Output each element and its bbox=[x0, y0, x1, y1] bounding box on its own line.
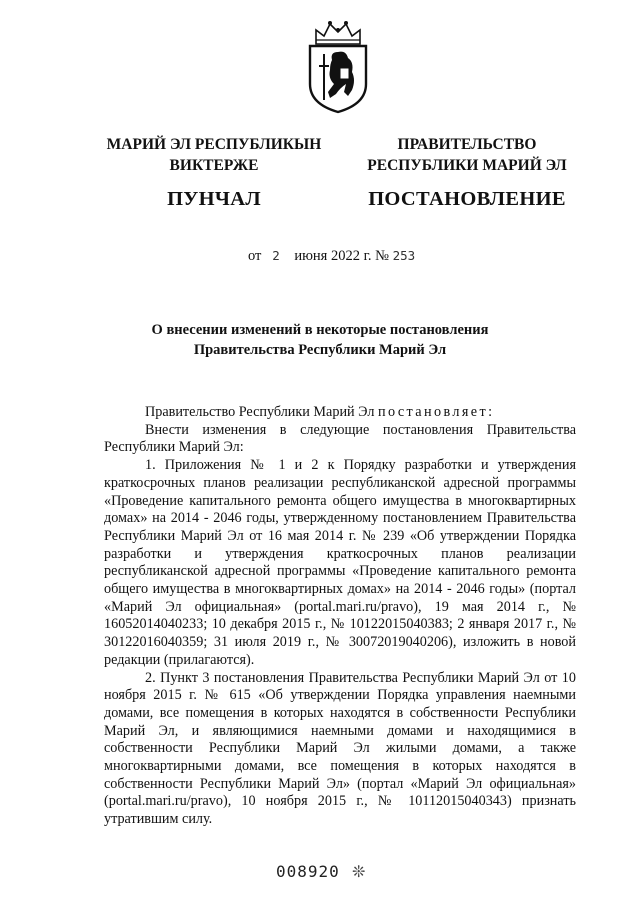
date-prefix: от bbox=[248, 248, 262, 264]
header-left bbox=[98, 134, 330, 211]
document-date-line bbox=[248, 248, 415, 265]
header-right-doc-type: ПОСТАНОВЛЕНИЕ bbox=[368, 188, 566, 210]
date-day: 2 bbox=[272, 248, 280, 263]
coat-of-arms-mari-el-icon bbox=[300, 18, 376, 114]
header-left-doc-type: ПУНЧАЛ bbox=[167, 188, 261, 210]
header-right-line2: РЕСПУБЛИКИ МАРИЙ ЭЛ bbox=[367, 157, 567, 174]
paragraph-item-1: 1. Приложения № 1 и 2 к Порядку разработки и утверждения краткосрочных планов реализации республиканской адресной программы «Проведение капитального ремонта общего имущества в многоквартирных домах» на 2014 - 2046 годы, утвержденному постановлением Правительства Республики Марий Эл от 16 мая 2014 г. № 239 «Об утверждении Порядка разработки и утверждения краткосрочных планов реализации республиканской адресной программы «Проведение капитального ремонта общего имущества в многоквартирных домах» на 2014 - 2046 годы» (портал «Марий Эл официальная» (portal.mari.ru/pravo), 19 мая 2014 г., № 16052014040233; 10 декабря 2015 г., № 10122015040383; 2 января 2017 г., № 30122016040359; 31 июля 2019 г., № 30072019040206), изложить в новой редакции (прилагаются). bbox=[104, 457, 576, 668]
registration-stamp-number: 008920 bbox=[276, 862, 340, 881]
stamp-mark-icon: ❊ bbox=[352, 864, 366, 881]
header-right bbox=[360, 134, 574, 211]
document-title bbox=[110, 320, 530, 360]
header-left-line2: ВИКТЕРЖЕ bbox=[169, 157, 259, 174]
header-right-line1: ПРАВИТЕЛЬСТВО bbox=[397, 136, 537, 153]
intro-resolves: постановляет: bbox=[377, 404, 495, 420]
paragraph-preamble: Внести изменения в следующие постановления Правительства Республики Марий Эл: bbox=[104, 421, 576, 456]
document-body bbox=[104, 404, 576, 829]
title-line1: О внесении изменений в некоторые постановления bbox=[151, 322, 489, 338]
paragraph-item-2: 2. Пункт 3 постановления Правительства Республики Марий Эл от 10 ноября 2015 г. № 615 «Об утверждении Порядка управления наемными домами, все помещения в которых находятся в собственности Республики Марий Эл, и являющимися наемными домами и находящимися в собственности Республики Марий Эл жилыми домами, а также многоквартирными домами, все помещения в которых находятся в собственности Республики Марий Эл» (портал «Марий Эл официальная» (portal.mari.ru/pravo), 10 ноября 2015 г., № 10112015040343) признать утратившим силу. bbox=[104, 669, 576, 828]
title-line2: Правительства Республики Марий Эл bbox=[193, 342, 447, 358]
header-left-line1: МАРИЙ ЭЛ РЕСПУБЛИКЫН bbox=[106, 136, 322, 153]
document-number: 253 bbox=[392, 248, 416, 263]
intro-paragraph bbox=[104, 404, 576, 422]
date-month-year: июня 2022 г. № bbox=[294, 248, 389, 264]
intro-text: Правительство Республики Марий Эл bbox=[145, 404, 378, 420]
